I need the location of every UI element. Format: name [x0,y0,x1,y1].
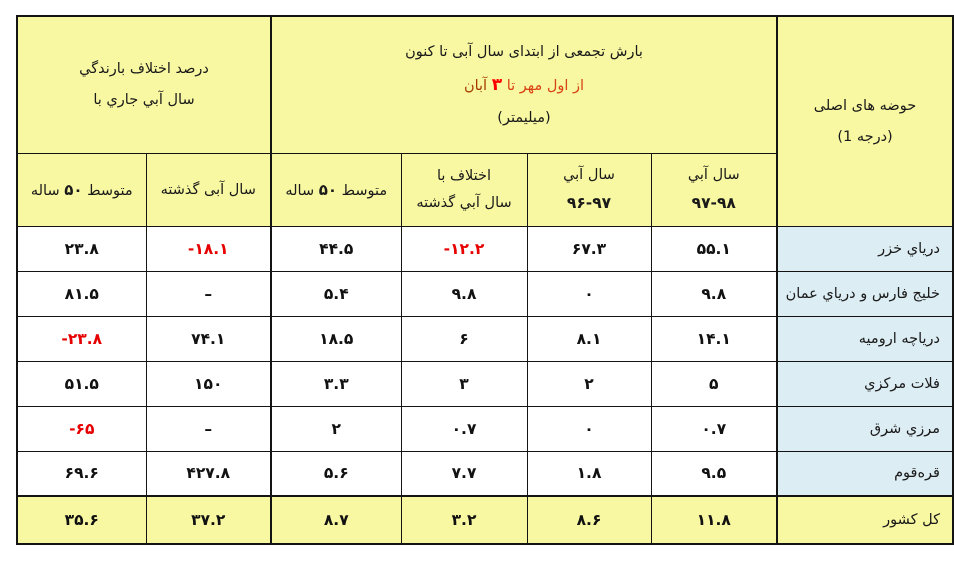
basin-name-cell: کل کشور [777,496,953,544]
header-cumulative-date-line [464,75,584,95]
basin-name-cell: فلات مركزي [777,361,953,406]
avg50-mm-post: ساله [285,182,315,199]
basin-name-cell: مرزي شرق [777,406,953,451]
table-row [17,226,953,271]
value-cell: ۷.۷ [401,451,527,496]
value-cell: ۰.۷ [651,406,777,451]
col-header-year-96-97-years: ۹۶-۹۷ [566,194,612,212]
basin-name-cell: قره‌قوم [777,451,953,496]
value-cell: ۱۱.۸ [651,496,777,544]
col-header-year-96-97-label: سال آبي [563,167,615,183]
table-row [17,316,953,361]
header-percent-line2: سال آبي جاري با [93,92,195,109]
value-cell: ۱۴.۱ [651,316,777,361]
basin-name-cell: درياچه اروميه [777,316,953,361]
header-percent-line1: درصد اختلاف بارندگي [79,61,209,78]
col-header-year-97-98-label: سال آبي [687,167,740,183]
col-header-avg50-mm [271,153,401,226]
value-cell: ۵.۶ [271,451,401,496]
value-cell: -۲۳.۸ [17,316,146,361]
value-cell: ۴۴.۵ [271,226,401,271]
value-cell: ۷۴.۱ [146,316,271,361]
value-cell: ۶۷.۳ [527,226,651,271]
avg50-mm-pre: متوسط [341,182,388,199]
value-cell: ۵۱.۵ [17,361,146,406]
col-header-year-97-98 [651,153,777,226]
value-cell: ۴۲۷.۸ [146,451,271,496]
header-cumulative-unit: (میلیمتر) [497,109,551,126]
col-header-year-96-97 [527,153,651,226]
header-basins [777,16,953,226]
value-cell: ۰.۷ [401,406,527,451]
table-row [17,271,953,316]
col-header-diff-line1: اختلاف با [436,168,492,184]
value-cell: ۹.۸ [401,271,527,316]
header-basins-line1: حوضه های اصلی [813,97,917,114]
header-row-top [17,16,953,153]
date-prefix: از اول مهر تا [506,77,585,94]
value-cell: -۱۸.۱ [146,226,271,271]
value-cell: ۳.۳ [271,361,401,406]
col-header-year-97-98-years: ۹۷-۹۸ [691,194,736,212]
value-cell: -۱۲.۲ [401,226,527,271]
header-basins-line2: (درجه 1) [837,128,893,145]
basin-name-cell: خليج فارس و درياي عمان [777,271,953,316]
date-day: ۳ [491,74,503,95]
value-cell: ۸۱.۵ [17,271,146,316]
value-cell: ۰ [527,271,651,316]
col-header-diff-line2: سال آبي گذشته [416,195,512,211]
value-cell: ۸.۱ [527,316,651,361]
table-row-total [17,496,953,544]
date-suffix: آبان [463,77,488,94]
value-cell: ۵۵.۱ [651,226,777,271]
avg50-mm-num: ۵۰ [318,180,338,199]
value-cell: ۸.۶ [527,496,651,544]
header-cumulative-line1: بارش تجمعی از ابتدای سال آبی تا کنون [405,43,643,60]
value-cell: ۱۵۰ [146,361,271,406]
value-cell: ۸.۷ [271,496,401,544]
value-cell: – [146,271,271,316]
value-cell: ۵.۴ [271,271,401,316]
rainfall-table [16,15,954,545]
value-cell: ۲۳.۸ [17,226,146,271]
col-header-last-water-year [146,153,271,226]
value-cell: ۱۸.۵ [271,316,401,361]
table-row [17,451,953,496]
avg50-pct-post: ساله [30,182,60,199]
col-header-avg50-pct [17,153,146,226]
value-cell: ۳.۲ [401,496,527,544]
value-cell: ۹.۵ [651,451,777,496]
header-cumulative-rainfall [271,16,777,153]
col-header-diff-last-year [401,153,527,226]
value-cell: ۳۷.۲ [146,496,271,544]
value-cell: ۱.۸ [527,451,651,496]
value-cell: ۶۹.۶ [17,451,146,496]
value-cell: – [146,406,271,451]
value-cell: ۶ [401,316,527,361]
value-cell: ۹.۸ [651,271,777,316]
value-cell: -۶۵ [17,406,146,451]
avg50-pct-pre: متوسط [87,182,133,199]
value-cell: ۵ [651,361,777,406]
table-row [17,361,953,406]
avg50-pct-num: ۵۰ [64,180,83,199]
value-cell: ۰ [527,406,651,451]
col-header-last-water-year-label: سال آبی گذشته [160,181,256,198]
value-cell: ۲ [271,406,401,451]
table-row [17,406,953,451]
basin-name-cell: درياي خزر [777,226,953,271]
value-cell: ۲ [527,361,651,406]
header-percent-diff [17,16,271,153]
value-cell: ۳ [401,361,527,406]
value-cell: ۳۵.۶ [17,496,146,544]
